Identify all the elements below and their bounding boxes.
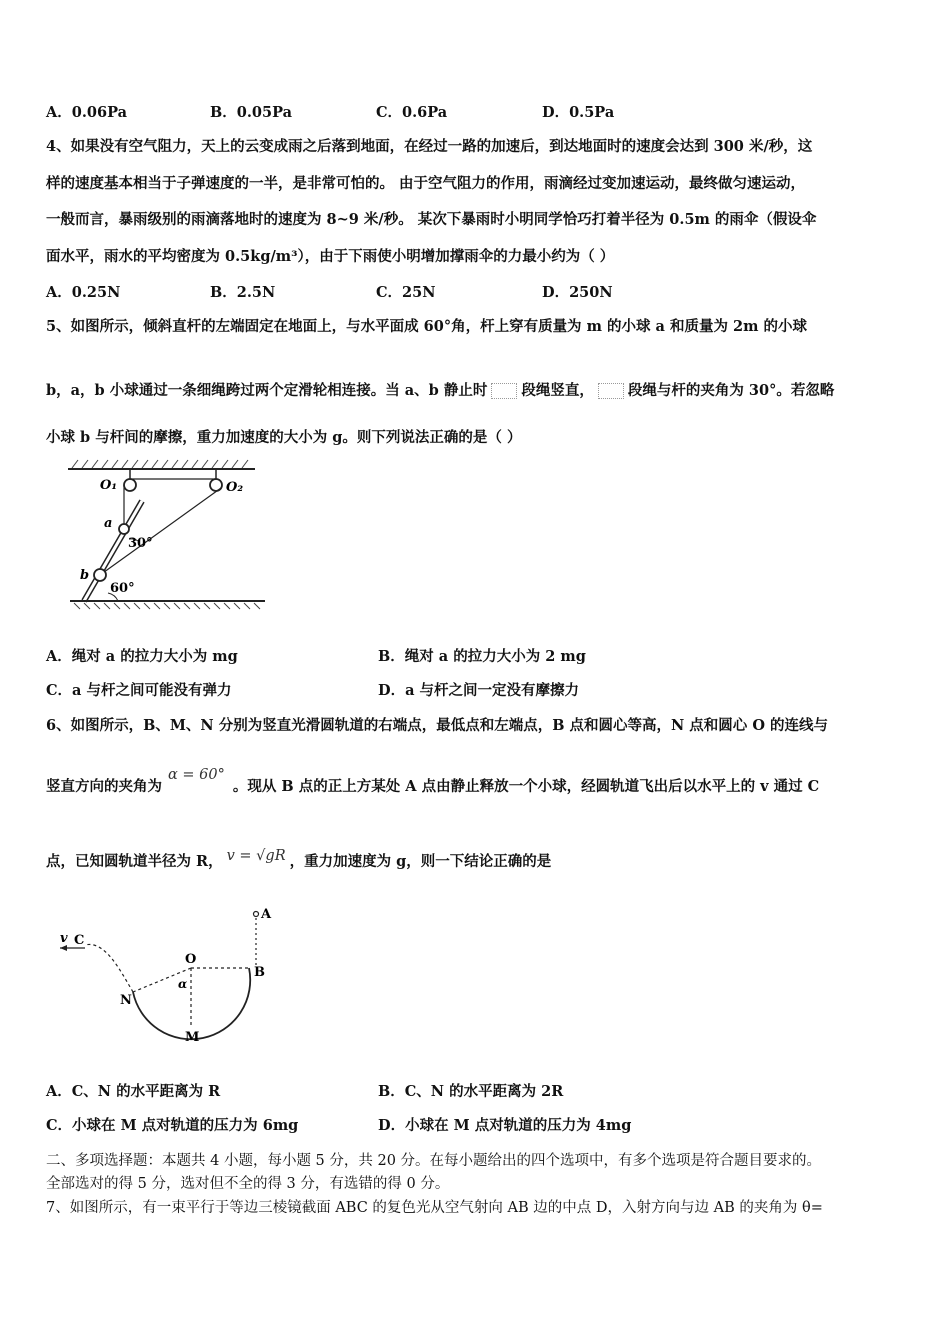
q6-line-2 <box>46 767 820 797</box>
label-o2: O₂ <box>226 480 244 495</box>
label-b: b <box>80 568 90 583</box>
track-arc <box>133 968 250 1039</box>
label-angle-60: 60° <box>110 581 135 596</box>
q7-line-1: 7、如图所示，有一束平行于等边三棱镜截面 ABC 的复色光从空气射向 AB 边的中点 D，入射方向与边 AB 的夹角为 θ= <box>46 1200 823 1216</box>
q4-line-4: 面水平，雨水的平均密度为 0.5kg/m³），由于下雨使小明增加撑雨伞的力最小约为（ ） <box>46 248 615 265</box>
q3-option-d: D．0.5Pa <box>542 104 615 121</box>
broken-formula-icon <box>598 383 624 399</box>
q5-line-1: 5、如图所示，倾斜直杆的左端固定在地面上，与水平面成 60°角，杆上穿有质量为 m 的小球 a 和质量为 2m 的小球 <box>46 318 808 335</box>
q6-line-3-part-1: 点，已知圆轨道半径为 R， <box>46 853 223 870</box>
q5-line-2-part-2: 段绳竖直， <box>521 382 594 399</box>
label-v: v <box>60 931 68 946</box>
q4-line-3: 一般而言，暴雨级别的雨滴落地时的速度为 8~9 米/秒。 某次下暴雨时小明同学恰巧打着半径为 0.5m 的雨伞（假设伞 <box>46 211 817 228</box>
label-n: N <box>120 993 132 1008</box>
formula-alpha-60: α = 60° <box>168 767 225 783</box>
label-alpha: α <box>178 977 188 991</box>
q6-circular-track-figure <box>50 900 290 1050</box>
ceiling-hatch <box>68 460 255 469</box>
q6-line-3-part-2: ，重力加速度为 g，则一下结论正确的是 <box>289 853 552 870</box>
q5-option-d: D．a 与杆之间一定没有摩擦力 <box>378 682 580 699</box>
point-a-marker <box>254 912 259 917</box>
q4-line-2: 样的速度基本相当于子弹速度的一半，是非常可怕的。 由于空气阻力的作用，雨滴经过变加速运动，最终做匀速运动， <box>46 175 806 192</box>
ground-hatch <box>70 601 265 609</box>
q5-line-2 <box>46 381 834 401</box>
q3-option-c: C．0.6Pa <box>376 104 448 121</box>
q6-option-b: B．C、N 的水平距离为 2R <box>378 1083 564 1100</box>
q6-option-c: C．小球在 M 点对轨道的压力为 6mg <box>46 1117 299 1134</box>
pulley-o1 <box>124 479 136 491</box>
label-o: O <box>185 952 197 967</box>
q5-option-b: B．绳对 a 的拉力大小为 2 mg <box>378 648 586 665</box>
q6-line-1: 6、如图所示，B、M、N 分别为竖直光滑圆轨道的右端点，最低点和左端点，B 点和圆心等高，N 点和圆心 O 的连线与 <box>46 717 829 734</box>
label-a: A <box>261 907 272 922</box>
broken-formula-icon <box>491 383 517 399</box>
label-o1: O₁ <box>100 478 118 493</box>
label-b: B <box>254 965 265 980</box>
label-angle-30: 30° <box>128 536 153 551</box>
ball-a <box>119 524 129 534</box>
q5-option-a: A．绳对 a 的拉力大小为 mg <box>46 648 238 665</box>
ball-b <box>94 569 106 581</box>
q4-option-c: C．25N <box>376 284 436 301</box>
q4-line-1: 4、如果没有空气阻力，天上的云变成雨之后落到地面，在经过一路的加速后，到达地面时的速度会达到 300 米/秒，这 <box>46 138 813 155</box>
q6-line-3 <box>46 848 552 872</box>
label-c: C <box>74 933 85 948</box>
q5-line-2-part-3: 段绳与杆的夹角为 30°。若忽略 <box>627 382 835 399</box>
section-2-line-1: 二、多项选择题：本题共 4 小题，每小题 5 分，共 20 分。在每小题给出的四个选项中，有多个选项是符合题目要求的。 <box>46 1153 822 1169</box>
q3-option-a: A．0.06Pa <box>46 104 127 121</box>
q6-option-d: D．小球在 M 点对轨道的压力为 4mg <box>378 1117 632 1134</box>
q5-line-3: 小球 b 与杆间的摩擦，重力加速度的大小为 g。则下列说法正确的是（ ） <box>46 429 522 446</box>
q5-option-c: C．a 与杆之间可能没有弹力 <box>46 682 232 699</box>
q4-option-b: B．2.5N <box>210 284 276 301</box>
formula-v-sqrt-gr: v = √gR <box>226 848 286 864</box>
label-a: a <box>104 516 113 531</box>
q4-option-d: D．250N <box>542 284 613 301</box>
q6-option-a: A．C、N 的水平距离为 R <box>46 1083 221 1100</box>
q3-option-b: B．0.05Pa <box>210 104 292 121</box>
q5-line-2-part-1: b，a，b 小球通过一条细绳跨过两个定滑轮相连接。当 a、b 静止时 <box>46 382 488 399</box>
q4-option-a: A．0.25N <box>46 284 121 301</box>
q6-line-2-part-1: 竖直方向的夹角为 <box>46 778 162 795</box>
q5-pulley-figure <box>60 455 270 610</box>
label-m: M <box>185 1030 200 1045</box>
q6-line-2-part-2: 。现从 B 点的正上方某处 A 点由静止释放一个小球，经圆轨道飞出后以水平上的 v 通过 C <box>232 778 820 795</box>
section-2-line-2: 全部选对的得 5 分，选对但不全的得 3 分，有选错的得 0 分。 <box>46 1176 450 1192</box>
projectile-path <box>85 944 133 992</box>
